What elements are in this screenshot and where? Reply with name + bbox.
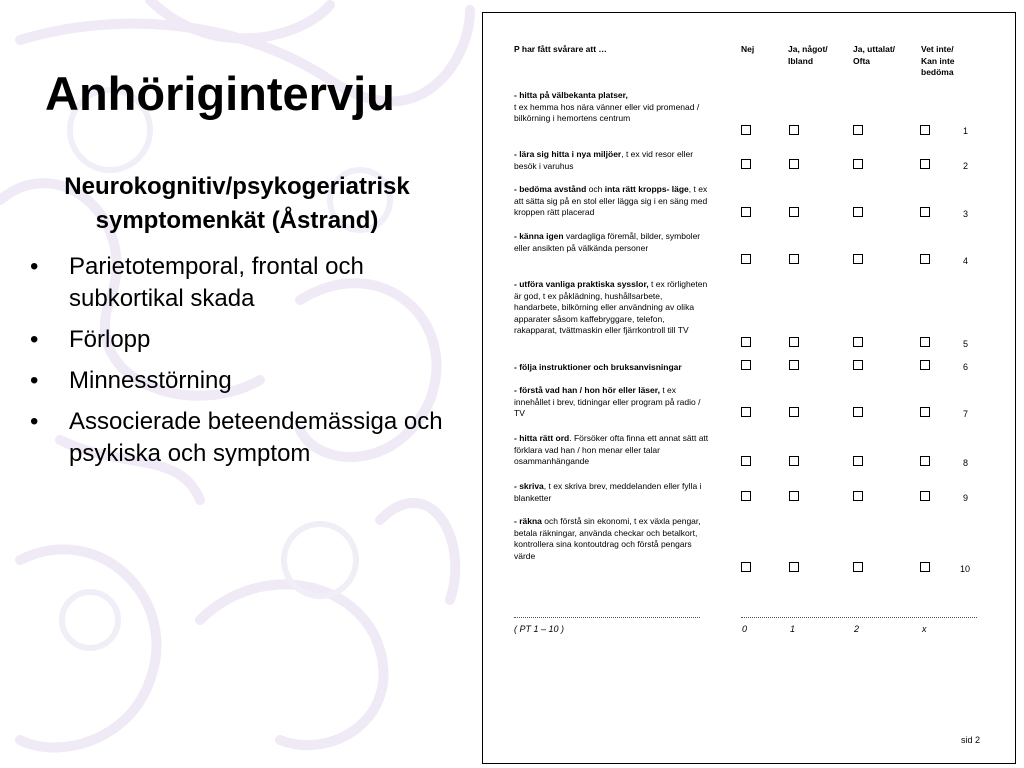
form-item-6: - följa instruktioner och bruksanvisningar <box>514 362 682 372</box>
col-header-vet-inte-line2: Kan inte <box>921 55 955 66</box>
checkbox-item-1-ja-uttalat[interactable] <box>853 125 863 135</box>
checkbox-item-2-vet-inte[interactable] <box>920 159 930 169</box>
col-header-vet-inte-line3: bedöma <box>921 67 954 77</box>
question-header: P har fått svårare att … <box>514 44 607 54</box>
checkbox-item-5-ja-uttalat[interactable] <box>853 337 863 347</box>
col-header-vet-inte <box>921 44 955 79</box>
checkbox-item-7-vet-inte[interactable] <box>920 407 930 417</box>
page-number <box>961 735 980 747</box>
col-header-ja-uttalat-line2: Ofta <box>853 55 870 66</box>
form-item-5: - utföra vanliga praktiska sysslor, t ex rörligheten är god, t ex påklädning, hushållsarbete, handarbete, bilkörning eller användning av olika apparater såsom kaffebryggare, telefon, rakapparat, tvättmaskin eller fjärrkontroll till TV <box>514 279 708 335</box>
form-item-7: - förstå vad han / hon hör eller läser, t ex innehållet i brev, tidningar eller program på radio / TV <box>514 385 701 418</box>
checkbox-item-7-ja-uttalat[interactable] <box>853 407 863 417</box>
checkbox-item-4-ja-nagot[interactable] <box>789 254 799 264</box>
checkbox-item-4-nej[interactable] <box>741 254 751 264</box>
checkbox-item-7-nej[interactable] <box>741 407 751 417</box>
checkbox-item-1-ja-nagot[interactable] <box>789 125 799 135</box>
checkbox-item-2-ja-uttalat[interactable] <box>853 159 863 169</box>
col-header-ja-nagot-line1: Ja, något/ <box>788 44 828 54</box>
col-header-ja-nagot-line2: Ibland <box>788 55 814 66</box>
slide-title: Anhörigintervju <box>45 67 395 120</box>
subtitle-line-1: Neurokognitiv/psykogeriatrisk <box>64 173 410 200</box>
checkbox-item-9-ja-uttalat[interactable] <box>853 491 863 501</box>
form-item-1: - hitta på välbekanta platser, t ex hemma hos nära vänner eller vid promenad / bilkörning i hemortens centrum <box>514 90 700 123</box>
col-header-ja-nagot <box>788 44 828 67</box>
page-label: sid <box>961 735 973 745</box>
col-header-ja-uttalat <box>853 44 895 67</box>
checkbox-item-5-vet-inte[interactable] <box>920 337 930 347</box>
checkbox-item-3-vet-inte[interactable] <box>920 207 930 217</box>
checkbox-item-2-nej[interactable] <box>741 159 751 169</box>
checkbox-item-1-vet-inte[interactable] <box>920 125 930 135</box>
bullet-item: • Associerade beteendemässiga och psykiska och symptom <box>28 406 448 470</box>
checkbox-item-5-nej[interactable] <box>741 337 751 347</box>
checkbox-item-6-nej[interactable] <box>741 360 751 370</box>
item-number-2: 2 <box>963 161 969 171</box>
checkbox-item-6-vet-inte[interactable] <box>920 360 930 370</box>
checkbox-item-10-ja-nagot[interactable] <box>789 562 799 572</box>
footer-pt-label: ( PT 1 – 10 ) <box>514 624 565 634</box>
bullet-list <box>28 251 448 479</box>
item-number-6: 6 <box>963 362 969 372</box>
subtitle-line-2: symptomenkät (Åstrand) <box>95 207 379 234</box>
form-item-10: - räkna och förstå sin ekonomi, t ex växla pengar, betala räkningar, använda checkar och betalkort, kontrollera sina kontoutdrag och förstå pengars värde <box>514 516 701 561</box>
item-number-4: 4 <box>963 256 969 266</box>
checkbox-item-9-vet-inte[interactable] <box>920 491 930 501</box>
checkbox-item-2-ja-nagot[interactable] <box>789 159 799 169</box>
checkbox-item-3-ja-uttalat[interactable] <box>853 207 863 217</box>
checkbox-item-5-ja-nagot[interactable] <box>789 337 799 347</box>
item-number-3: 3 <box>963 209 969 219</box>
col-header-vet-inte-line1: Vet inte/ <box>921 44 954 54</box>
checkbox-item-3-ja-nagot[interactable] <box>789 207 799 217</box>
checkbox-item-8-ja-uttalat[interactable] <box>853 456 863 466</box>
col-header-ja-uttalat-line1: Ja, uttalat/ <box>853 44 896 54</box>
checkbox-item-9-nej[interactable] <box>741 491 751 501</box>
item-number-5: 5 <box>963 339 969 349</box>
item-number-7: 7 <box>963 409 969 419</box>
checkbox-item-1-nej[interactable] <box>741 125 751 135</box>
footer-score-vet-inte: x <box>922 624 927 634</box>
checkbox-item-9-ja-nagot[interactable] <box>789 491 799 501</box>
checkbox-item-10-nej[interactable] <box>741 562 751 572</box>
questionnaire-form <box>482 12 1016 764</box>
bullet-item: • Minnesstörning <box>28 365 448 397</box>
item-number-9: 9 <box>963 493 969 503</box>
form-item-9: - skriva, t ex skriva brev, meddelanden eller fylla i blanketter <box>514 481 702 503</box>
checkbox-item-8-ja-nagot[interactable] <box>789 456 799 466</box>
col-header-nej: Nej <box>741 44 755 54</box>
form-item-4: - känna igen vardagliga föremål, bilder, symboler eller ansikten på välkända personer <box>514 231 701 253</box>
bullet-item: • Parietotemporal, frontal och subkortikal skada <box>28 251 448 315</box>
form-item-3: - bedöma avstånd och inta rätt kropps- läge, t ex att sätta sig på en stol eller lägga sig i en säng med kroppen rätt placerad <box>514 184 708 217</box>
footer-score-ja-nagot: 1 <box>790 624 796 634</box>
checkbox-item-10-vet-inte[interactable] <box>920 562 930 572</box>
form-item-2: - lära sig hitta i nya miljöer, t ex vid resor eller besök i varuhus <box>514 149 694 171</box>
dotted-line-pt <box>514 617 700 618</box>
dotted-line-scores <box>741 617 977 618</box>
footer-score-nej: 0 <box>742 624 748 634</box>
checkbox-item-7-ja-nagot[interactable] <box>789 407 799 417</box>
slide-subtitle <box>20 170 454 238</box>
item-number-10: 10 <box>960 564 971 574</box>
checkbox-item-3-nej[interactable] <box>741 207 751 217</box>
checkbox-item-8-vet-inte[interactable] <box>920 456 930 466</box>
page-number-value: 2 <box>975 735 981 745</box>
form-item-8: - hitta rätt ord. Försöker ofta finna ett annat sätt att förklara vad han / hon menar eller talar osammanhängande <box>514 433 709 466</box>
item-number-1: 1 <box>963 126 969 136</box>
checkbox-item-6-ja-uttalat[interactable] <box>853 360 863 370</box>
item-number-8: 8 <box>963 458 969 468</box>
bullet-item: • Förlopp <box>28 324 448 356</box>
checkbox-item-10-ja-uttalat[interactable] <box>853 562 863 572</box>
checkbox-item-8-nej[interactable] <box>741 456 751 466</box>
checkbox-item-6-ja-nagot[interactable] <box>789 360 799 370</box>
checkbox-item-4-ja-uttalat[interactable] <box>853 254 863 264</box>
checkbox-item-4-vet-inte[interactable] <box>920 254 930 264</box>
footer-score-ja-uttalat: 2 <box>854 624 860 634</box>
